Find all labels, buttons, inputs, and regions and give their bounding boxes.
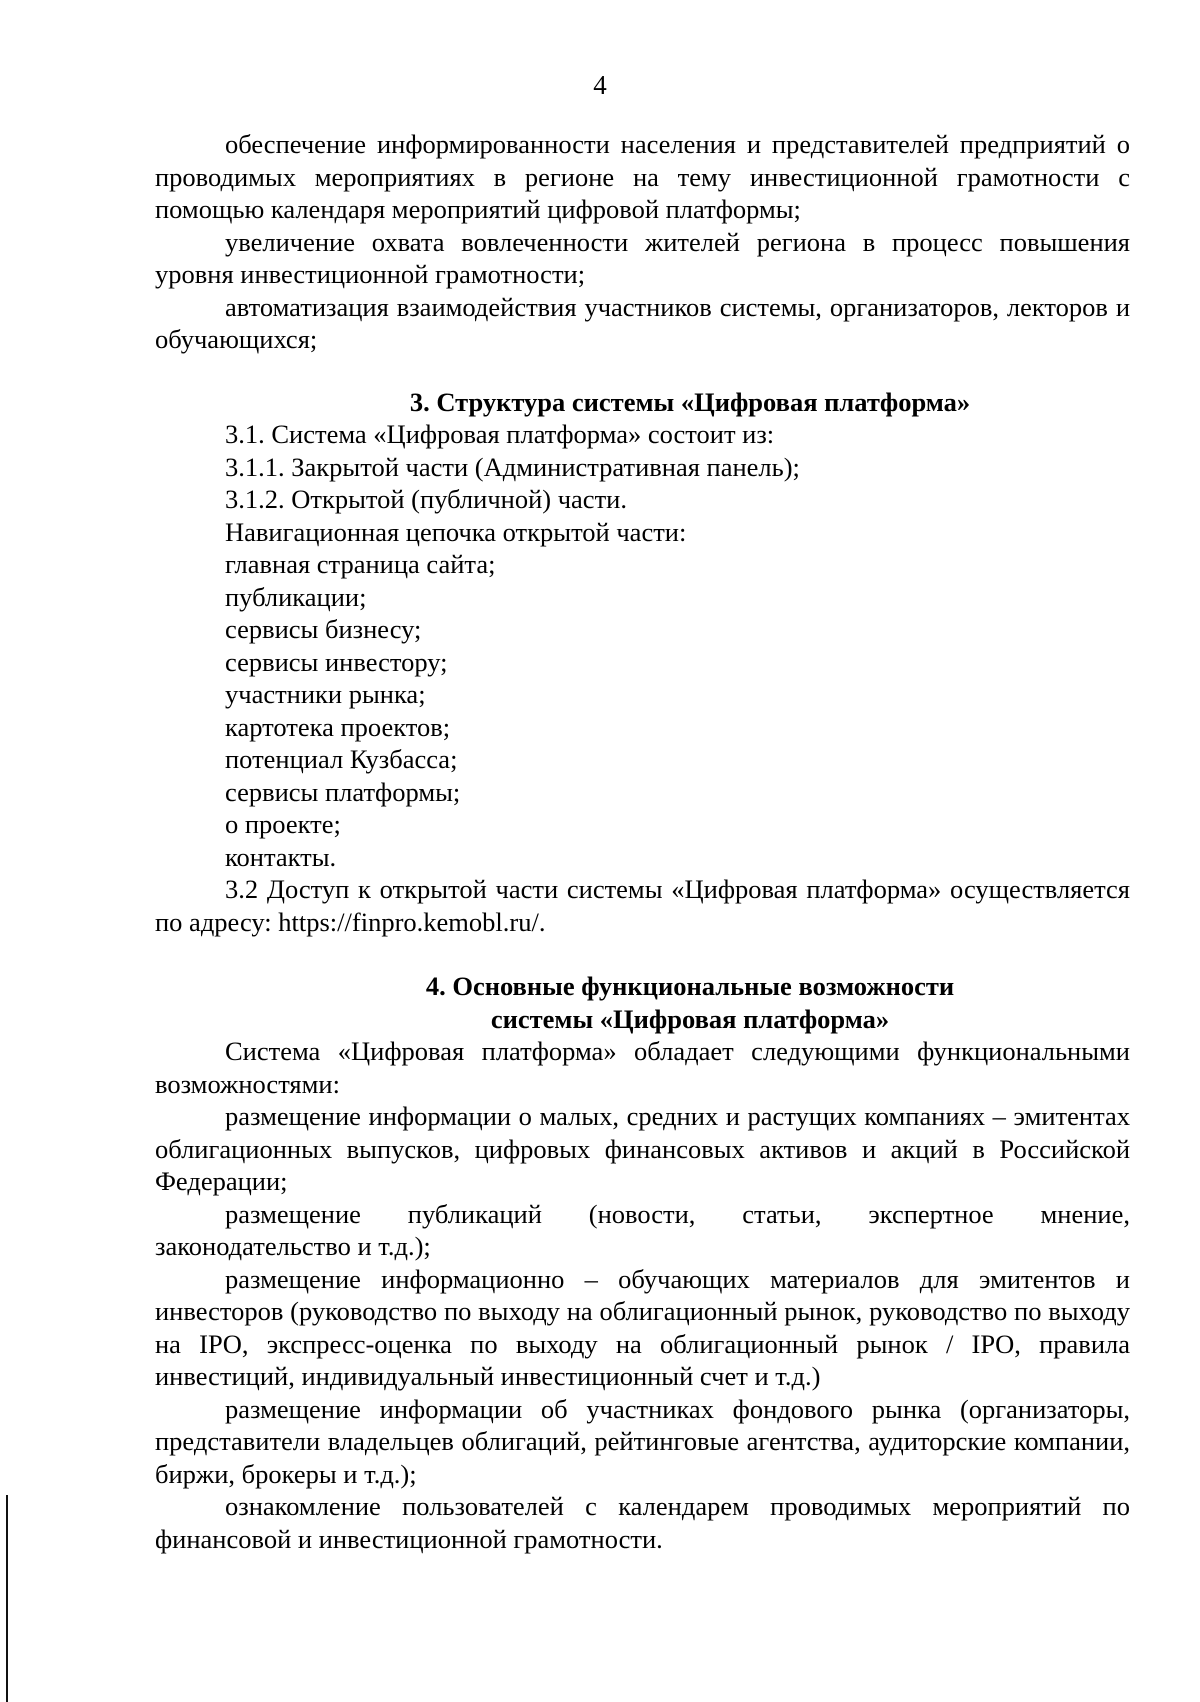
page-number: 4 <box>593 70 607 100</box>
list-item: контакты. <box>225 841 337 872</box>
list-item: публикации; <box>225 581 367 612</box>
list-item: 3.1.2. Открытой (публичной) части. <box>225 484 627 514</box>
list-item: 3.1. Система «Цифровая платформа» состоит из: <box>225 419 775 449</box>
list-item: потенциал Кузбасса; <box>225 744 458 774</box>
paragraph: увеличение охвата вовлеченности жителей региона в процесс повышения уровня инвестиционной грамотности; <box>155 226 1130 289</box>
access-paragraph: 3.2 Доступ к открытой части системы «Цифровая платформа» осуществляется по адресу: https://finpro.kemobl.ru/. <box>155 874 1130 937</box>
list-item: сервисы платформы; <box>225 776 461 807</box>
list-item: о проекте; <box>225 809 341 839</box>
document-body <box>155 128 1130 1555</box>
list-item: картотека проектов; <box>225 711 451 742</box>
list-item: сервисы инвестору; <box>225 646 448 677</box>
paragraph: размещение информационно – обучающих материалов для эмитентов и инвесторов (руководство по выходу на облигационный рынок, руководство по выходу на IPO, экспресс-оценка по выходу на облигационный рынок / IPO, правила инвестиций, индивидуальный инвестиционный счет и т.д.) <box>155 1263 1130 1391</box>
section-4-heading-line-1: 4. Основные функциональные возможности <box>425 971 955 1001</box>
paragraph: размещение информации о малых, средних и растущих компаниях – эмитентах облигационных выпусков, цифровых финансовых активов и акций в Российской Федерации; <box>155 1101 1130 1196</box>
paragraph: ознакомление пользователей с календарем проводимых мероприятий по финансовой и инвестиционной грамотности. <box>155 1491 1130 1554</box>
list-item: 3.1.1. Закрытой части (Административная панель); <box>225 451 800 482</box>
list-item: главная страница сайта; <box>225 549 496 579</box>
list-item: участники рынка; <box>225 679 426 709</box>
section-4-heading-line-2: системы «Цифровая платформа» <box>490 1003 890 1034</box>
paragraph: автоматизация взаимодействия участников системы, организаторов, лекторов и обучающихся; <box>155 291 1130 354</box>
section-3-heading: 3. Структура системы «Цифровая платформа» <box>409 386 971 417</box>
paragraph: обеспечение информированности населения и представителей предприятий о проводимых мероприятиях в регионе на тему инвестиционной грамотности с помощью календаря мероприятий цифровой платформы; <box>155 129 1130 224</box>
paragraph: размещение публикаций (новости, статьи, экспертное мнение, законодательство и т.д.); <box>155 1198 1130 1261</box>
paragraph: Система «Цифровая платформа» обладает следующими функциональными возможностями: <box>155 1036 1130 1099</box>
scan-edge-line <box>6 1495 8 1702</box>
paragraph: размещение информации об участниках фондового рынка (организаторы, представители владельцев облигаций, рейтинговые агентства, аудиторские компании, биржи, брокеры и т.д.); <box>155 1393 1130 1489</box>
list-item: сервисы бизнесу; <box>225 614 422 644</box>
list-item: Навигационная цепочка открытой части: <box>225 516 687 547</box>
